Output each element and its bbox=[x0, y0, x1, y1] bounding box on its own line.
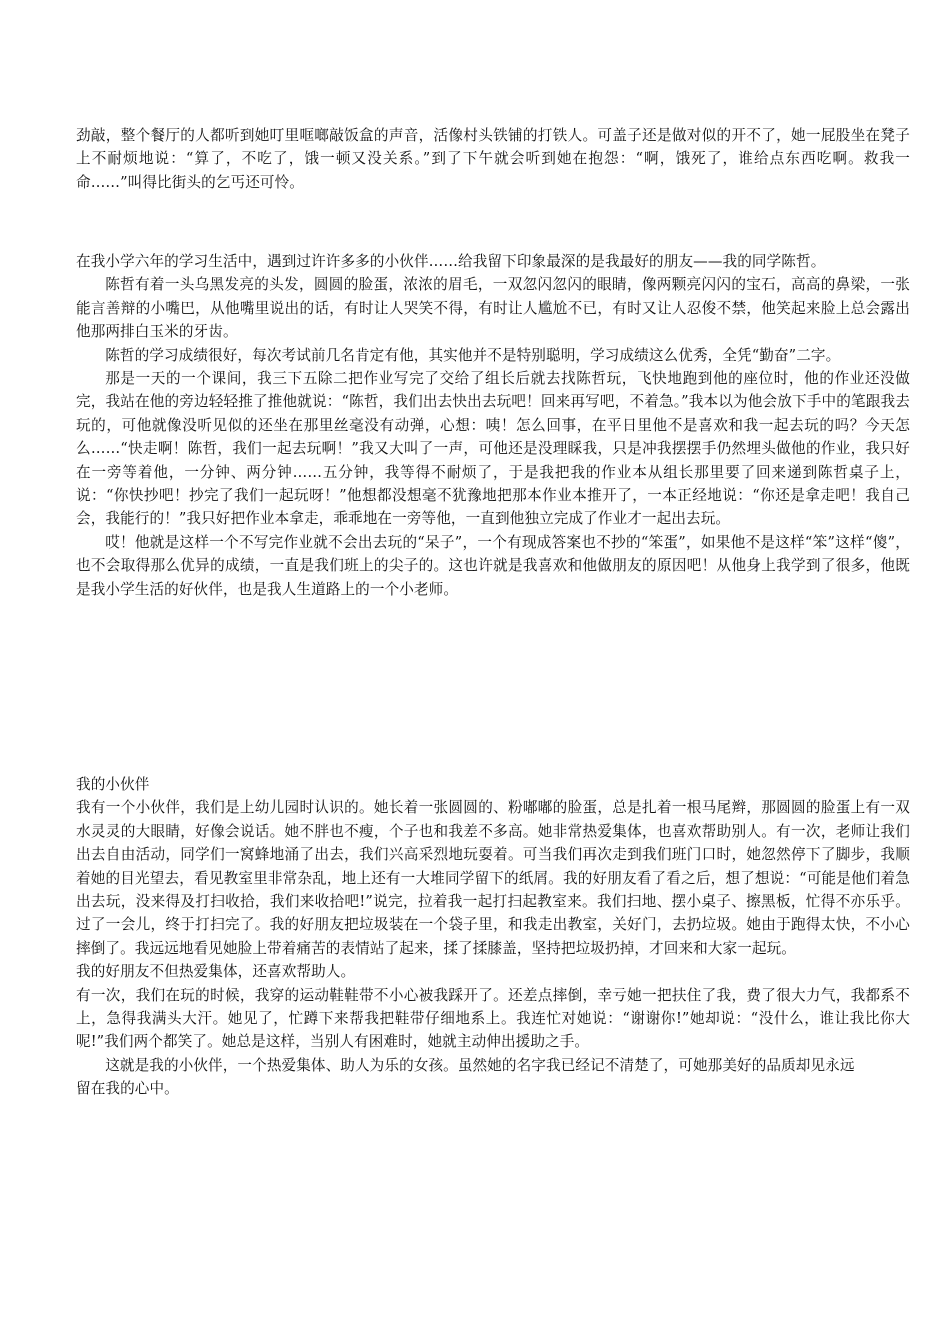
paragraph: 我有一个小伙伴，我们是上幼儿园时认识的。她长着一张圆圆的、粉嘟嘟的脸蛋，总是扎着一根马尾辫，那圆圆的脸蛋上有一双水灵灵的大眼睛，好像会说话。她不胖也不瘦，个子也和我差不多高。她非常热爱集体，也喜欢帮助别人。有一次，老师让我们出去自由活动，同学们一窝蜂地涌了出去，我们兴高采烈地玩耍着。可当我们再次走到我们班门口时，她忽然停下了脚步，我顺着她的目光望去，看见教室里非常杂乱，地上还有一大堆同学留下的纸屑。我的好朋友看了看之后，想了想说：“可能是他们着急出去玩，没来得及打扫收拾，我们来收拾吧!”说完，拉着我一起打扫起教室来。我们扫地、摆小桌子、擦黑板，忙得不亦乐乎。过了一会儿，终于打扫完了。我的好朋友把垃圾装在一个袋子里，和我走出教室，关好门，去扔垃圾。她由于跑得太快，不小心摔倒了。我远远地看见她脸上带着痛苦的表情站了起来，揉了揉膝盖，坚持把垃圾扔掉，才回来和大家一起玩。 bbox=[76, 799, 910, 957]
essay-my-classmate bbox=[76, 250, 910, 601]
paragraph: 那是一天的一个课间，我三下五除二把作业写完了交给了组长后就去找陈哲玩，飞快地跑到他的座位时，他的作业还没做完，我站在他的旁边轻轻推了推他就说：“陈哲，我们出去快出去玩吧！回来再写吧，不着急。”我本以为他会放下手中的笔跟我去玩的，可他就像没听见似的还坐在那里丝毫没有动弹，心想：咦！怎么回事，在平日里他不是喜欢和我一起去玩的吗？今天怎么……“快走啊！陈哲，我们一起去玩啊！”我又大叫了一声，可他还是没理睬我，只是冲我摆摆手仍然埋头做他的作业，我只好在一旁等着他，一分钟、两分钟……五分钟，我等得不耐烦了，于是我把我的作业本从组长那里要了回来递到陈哲桌子上，说：“你快抄吧！抄完了我们一起玩呀！”他想都没想毫不犹豫地把那本作业本推开了，一本正经地说：“你还是拿走吧！我自己会，我能行的！”我只好把作业本拿走，乖乖地在一旁等他，一直到他独立完成了作业才一起出去玩。 bbox=[76, 370, 910, 528]
paragraph: 劲敲，整个餐厅的人都听到她叮里哐啷敲饭盒的声音，活像村头铁铺的打铁人。可盖子还是做对似的开不了，她一屁股坐在凳子上不耐烦地说：“算了，不吃了，饿一顿又没关系。”到了下午就会听到她在抱怨：“啊，饿死了，谁给点东西吃啊。救我一命……”叫得比街头的乞丐还可怜。 bbox=[76, 127, 910, 191]
closing-line-continued: 留在我的心中。 bbox=[76, 1080, 179, 1098]
paragraph: 陈哲有着一头乌黑发亮的头发，圆圆的脸蛋，浓浓的眉毛，一双忽闪忽闪的眼睛，像两颗亮闪闪的宝石，高高的鼻梁，一张能言善辩的小嘴巴，从他嘴里说出的话，有时让人哭笑不得，有时让人尴尬不已，有时又让人忍俊不禁，他笑起来脸上总会露出他那两排白玉米的牙齿。 bbox=[76, 276, 910, 341]
paragraph: 有一次，我们在玩的时候，我穿的运动鞋鞋带不小心被我踩开了。还差点摔倒，幸亏她一把扶住了我，费了很大力气，我都系不上，急得我满头大汗。她见了，忙蹲下来帮我把鞋带仔细地系上。我连忙对她说：“谢谢你!”她却说：“没什么，谁让我比你大呢!”我们两个都笑了。她总是这样，当别人有困难时，她就主动伸出援助之手。 bbox=[76, 986, 910, 1051]
paragraph: 哎！他就是这样一个不写完作业就不会出去玩的“呆子”，一个有现成答案也不抄的“笨蛋”，如果他不是这样“笨”这样“傻”，也不会取得那么优异的成绩，一直是我们班上的尖子的。这也许就是我喜欢和他做朋友的原因吧！从他身上我学到了很多，他既是我小学生活的好伙伴，也是我人生道路上的一个小老师。 bbox=[76, 533, 910, 598]
closing-line: 这就是我的小伙伴，一个热爱集体、助人为乐的女孩。虽然她的名字我已经记不清楚了，可她那美好的品质却见永远 bbox=[105, 1056, 855, 1074]
paragraph: 我的好朋友不但热爱集体，还喜欢帮助人。 bbox=[76, 963, 356, 981]
essay-fragment bbox=[76, 124, 910, 194]
essay-title: 我的小伙伴 bbox=[76, 776, 150, 793]
paragraph: 陈哲的学习成绩很好，每次考试前几名肯定有他，其实他并不是特别聪明，学习成绩这么优秀，全凭“勤奋”二字。 bbox=[105, 346, 841, 364]
essay-my-little-friend bbox=[76, 773, 910, 1101]
paragraph: 在我小学六年的学习生活中，遇到过许许多多的小伙伴……给我留下印象最深的是我最好的朋友——我的同学陈哲。 bbox=[76, 253, 826, 270]
